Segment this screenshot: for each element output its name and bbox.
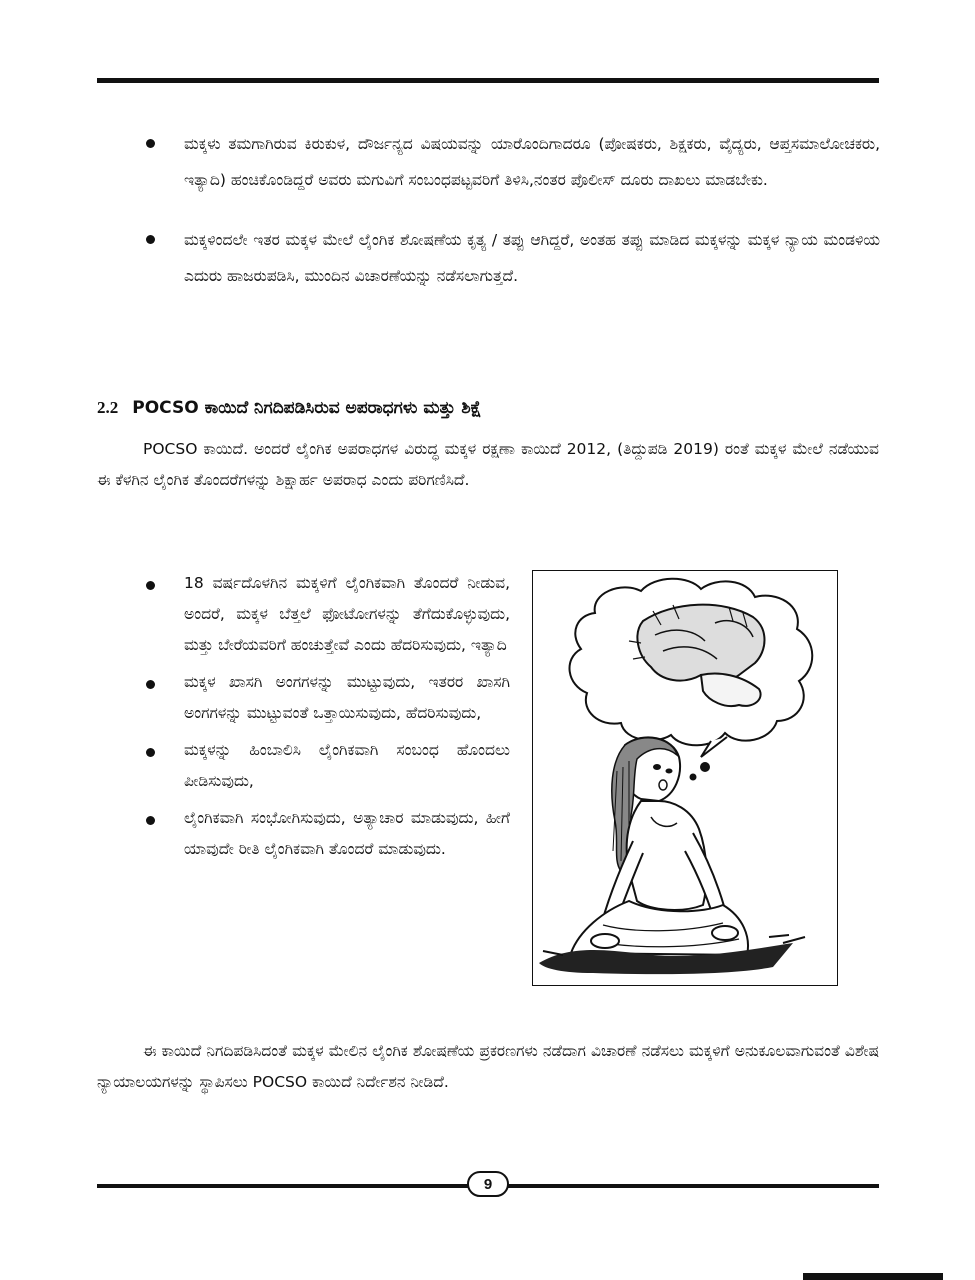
reporting-bullet-list <box>140 126 880 318</box>
list-item: ಮಕ್ಕಳಿಂದಲೇ ಇತರ ಮಕ್ಕಳ ಮೇಲೆ ಲೈಂಗಿಕ ಶೋಷಣೆಯ ಕೃತ್ಯ / ತಪ್ಪು ಆಗಿದ್ದರೆ, ಅಂತಹ ತಪ್ಪು ಮಾಡಿದ ಮಕ್ಕಳನ್ನು ಮಕ್ಕಳ ನ್ಯಾಯ ಮಂಡಳಿಯ ಎದುರು ಹಾಜರುಪಡಿಸಿ, ಮುಂದಿನ ವಿಚಾರಣೆಯನ್ನು ನಡೆಸಲಾಗುತ್ತದೆ. <box>140 222 880 294</box>
list-item: ಮಕ್ಕಳು ತಮಗಾಗಿರುವ ಕಿರುಕುಳ, ದೌರ್ಜನ್ಯದ ವಿಷಯವನ್ನು ಯಾರೊಂದಿಗಾದರೂ (ಪೋಷಕರು, ಶಿಕ್ಷಕರು, ವೈದ್ಯರು, ಆಪ್ತಸಮಾಲೋಚಕರು, ಇತ್ಯಾದಿ) ಹಂಚಿಕೊಂಡಿದ್ದರೆ ಅವರು ಮಗುವಿಗೆ ಸಂಬಂಧಪಟ್ಟವರಿಗೆ ತಿಳಿಸಿ,ನಂತರ ಪೊಲೀಸ್ ದೂರು ದಾಖಲು ಮಾಡಬೇಕು. <box>140 126 880 198</box>
section-title: POCSO ಕಾಯಿದೆ ನಿಗದಿಪಡಿಸಿರುವ ಅಪರಾಧಗಳು ಮತ್ತು ಶಿಕ್ಷೆ <box>132 398 482 418</box>
header-rule <box>97 78 879 83</box>
list-item: ಲೈಂಗಿಕವಾಗಿ ಸಂಭೋಗಿಸುವುದು, ಅತ್ಯಾಚಾರ ಮಾಡುವುದು, ಹೀಗೆ ಯಾವುದೇ ರೀತಿ ಲೈಂಗಿಕವಾಗಿ ತೊಂದರೆ ಮಾಡುವುದು. <box>140 803 510 865</box>
closing-paragraph: ಈ ಕಾಯಿದೆ ನಿಗದಿಪಡಿಸಿದಂತೆ ಮಕ್ಕಳ ಮೇಲಿನ ಲೈಂಗಿಕ ಶೋಷಣೆಯ ಪ್ರಕರಣಗಳು ನಡೆದಾಗ ವಿಚಾರಣೆ ನಡೆಸಲು ಮಕ್ಕಳಿಗೆ ಅನುಕೂಲವಾಗುವಂತೆ ವಿಶೇಷ ನ್ಯಾಯಾಲಯಗಳನ್ನು ಸ್ಥಾಪಿಸಲು POCSO ಕಾಯಿದೆ ನಿರ್ದೇಶನ ನೀಡಿದೆ. <box>97 1042 879 1091</box>
list-item: ಮಕ್ಕಳನ್ನು ಹಿಂಬಾಲಿಸಿ ಲೈಂಗಿಕವಾಗಿ ಸಂಬಂಧ ಹೊಂದಲು ಪೀಡಿಸುವುದು, <box>140 735 510 797</box>
offences-bullet-list <box>140 568 510 871</box>
page-number: 9 <box>467 1171 509 1197</box>
section-number: 2.2 <box>97 398 119 417</box>
list-item: 18 ವರ್ಷದೊಳಗಿನ ಮಕ್ಕಳಿಗೆ ಲೈಂಗಿಕವಾಗಿ ತೊಂದರೆ ನೀಡುವ, ಅಂದರೆ, ಮಕ್ಕಳ ಬೆತ್ತಲೆ ಫೋಟೋಗಳನ್ನು ತೆಗೆದುಕೊಳ್ಳುವುದು, ಮತ್ತು ಬೇರೆಯವರಿಗೆ ಹಂಚುತ್ತೇವೆ ಎಂದು ಹೆದರಿಸುವುದು, ಇತ್ಯಾದಿ <box>140 568 510 661</box>
illustration-frightened-girl <box>532 570 838 986</box>
list-item: ಮಕ್ಕಳ ಖಾಸಗಿ ಅಂಗಗಳನ್ನು ಮುಟ್ಟುವುದು, ಇತರರ ಖಾಸಗಿ ಅಂಗಗಳನ್ನು ಮುಟ್ಟುವಂತೆ ಒತ್ತಾಯಿಸುವುದು, ಹೆದರಿಸುವುದು, <box>140 667 510 729</box>
illustration-drawing <box>533 571 836 984</box>
section-heading <box>97 394 879 422</box>
edge-bar <box>803 1273 943 1280</box>
intro-paragraph: POCSO ಕಾಯಿದೆ. ಅಂದರೆ ಲೈಂಗಿಕ ಅಪರಾಧಗಳ ವಿರುದ್ಧ ಮಕ್ಕಳ ರಕ್ಷಣಾ ಕಾಯಿದೆ 2012, (ತಿದ್ದುಪಡಿ 2019) ರಂತೆ ಮಕ್ಕಳ ಮೇಲೆ ನಡೆಯುವ ಈ ಕೆಳಗಿನ ಲೈಂಗಿಕ ತೊಂದರೆಗಳನ್ನು ಶಿಕ್ಷಾರ್ಹ ಅಪರಾಧ ಎಂದು ಪರಿಗಣಿಸಿದೆ. <box>97 440 879 489</box>
